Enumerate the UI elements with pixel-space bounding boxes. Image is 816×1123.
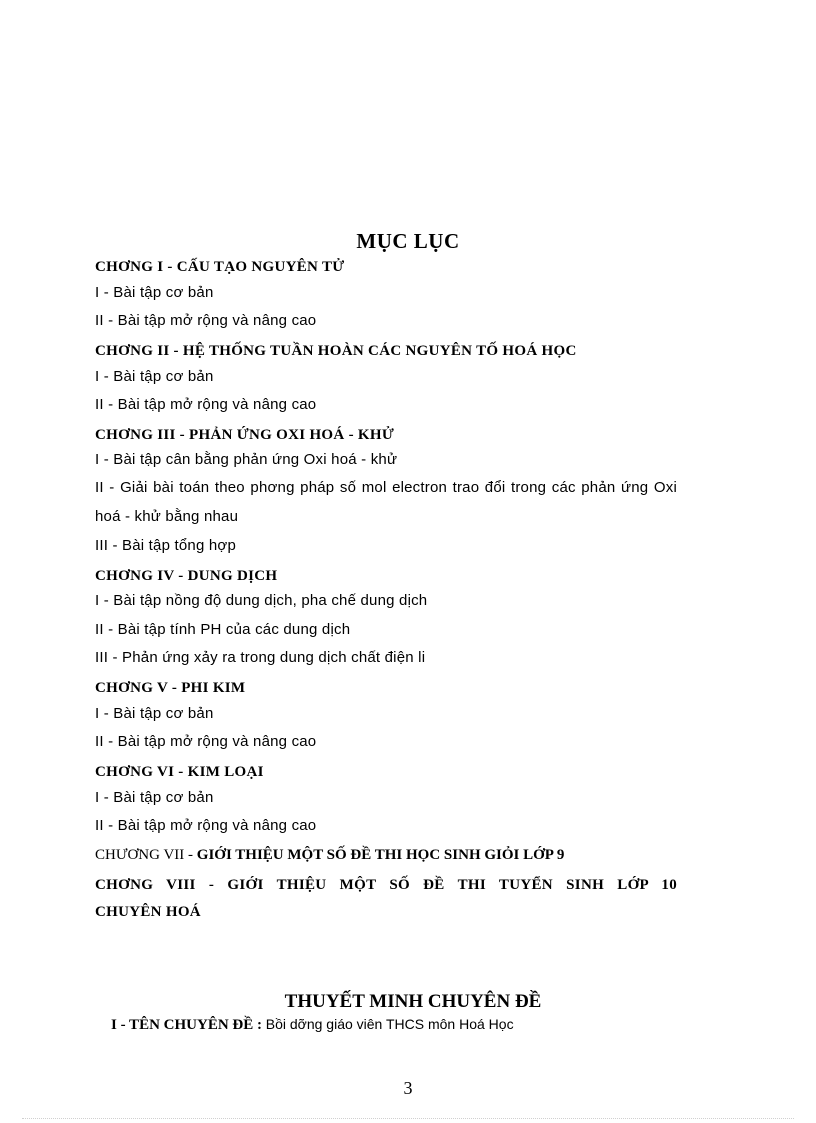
chapter-4-item-1: I - Bài tập nồng độ dung dịch, pha chế dung dịch <box>95 592 428 609</box>
chapter-3-heading: CHƠNG III - PHẢN ỨNG OXI HOÁ - KHỬ <box>95 427 395 443</box>
chapter-4-item-2: II - Bài tập tính PH của các dung dịch <box>95 621 351 638</box>
page-bottom-divider <box>22 1118 794 1119</box>
chapter-4-heading: CHƠNG IV - DUNG DỊCH <box>95 568 278 584</box>
section-topic-line <box>111 1016 514 1034</box>
chapter-6-item-1: I - Bài tập cơ bản <box>95 789 214 806</box>
page-number: 3 <box>403 1078 413 1098</box>
chapter-3-item-2: II - Giải bài toán theo phơng pháp số mol electron trao đổi trong các phản ứng Oxi <box>95 479 677 496</box>
chapter-2-item-1: I - Bài tập cơ bản <box>95 368 214 385</box>
chapter-6-item-2: II - Bài tập mở rộng và nâng cao <box>95 817 317 834</box>
section-topic-value: Bồi dỡng giáo viên THCS môn Hoá Học <box>265 1016 514 1032</box>
chapter-3-item-2-cont: hoá - khử bằng nhau <box>95 508 239 525</box>
chapter-5-heading: CHƠNG V - PHI KIM <box>95 680 246 696</box>
chapter-3-item-3: III - Bài tập tổng hợp <box>95 537 236 554</box>
section-title: THUYẾT MINH CHUYÊN ĐỀ <box>284 991 542 1012</box>
chapter-1-item-1: I - Bài tập cơ bản <box>95 284 214 301</box>
chapter-3-item-1: I - Bài tập cân bằng phản ứng Oxi hoá - khử <box>95 451 398 468</box>
chapter-5-item-1: I - Bài tập cơ bản <box>95 705 214 722</box>
chapter-5-item-2: II - Bài tập mở rộng và nâng cao <box>95 733 317 750</box>
chapter-8-heading-cont: CHUYÊN HOÁ <box>95 904 201 920</box>
toc-title: MỤC LỤC <box>356 229 460 253</box>
chapter-7-heading <box>95 846 564 864</box>
chapter-2-heading: CHƠNG II - HỆ THỐNG TUẦN HOÀN CÁC NGUYÊN TỐ HOÁ HỌC <box>95 343 577 359</box>
chapter-6-heading: CHƠNG VI - KIM LOẠI <box>95 764 264 780</box>
chapter-1-heading: CHƠNG I - CẤU TẠO NGUYÊN TỬ <box>95 259 345 275</box>
chapter-1-item-2: II - Bài tập mở rộng và nâng cao <box>95 312 317 329</box>
chapter-8-heading: CHƠNG VIII - GIỚI THIỆU MỘT SỐ ĐỀ THI TUYỂN SINH LỚP 10 <box>95 877 677 893</box>
chapter-4-item-3: III - Phản ứng xảy ra trong dung dịch chất điện li <box>95 649 426 666</box>
chapter-7-label: CHƯƠNG VII - <box>95 847 197 863</box>
chapter-2-item-2: II - Bài tập mở rộng và nâng cao <box>95 396 317 413</box>
chapter-7-title: GIỚI THIỆU MỘT SỐ ĐỀ THI HỌC SINH GIỎI LỚP 9 <box>196 847 565 863</box>
section-topic-label: I - TÊN CHUYÊN ĐỀ : <box>111 1017 266 1033</box>
